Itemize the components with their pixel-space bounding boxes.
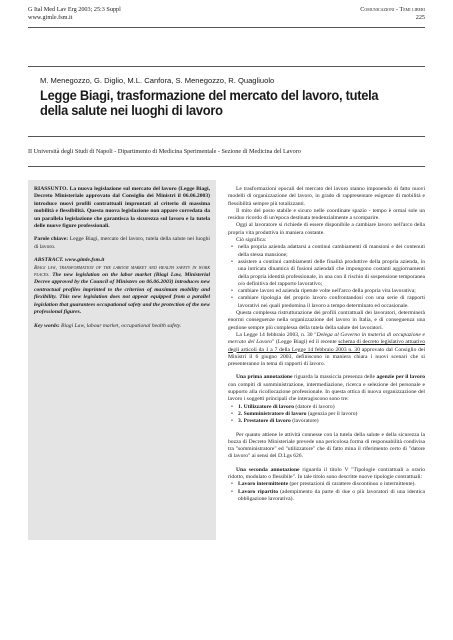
paragraph-1: Le trasformazioni epocali del mercato del lavoro stanno imponendo di fatto nuovi modelli di organizzazione del lavoro, in grado di rappresentare esigenze di mobilità e flessibilità sempre più totalizzanti.	[228, 186, 425, 207]
list-item	[238, 404, 425, 411]
list-item-tail: (agenzia per il lavoro)	[306, 410, 358, 417]
p6-text-c: approvato dal Consiglio dei Ministri il 6 giugno 2003, definiscono in maniera chiara i nuovi scenari che si presenteranno in tema di rapporti di lavoro.	[228, 346, 425, 368]
affiliation: II Università degli Studi di Napoli - Dipartimento di Medicina Sperimentale - Sezione di Medicina del Lavoro	[28, 148, 301, 155]
p6-text-a: La Legge 14 febbraio 2003, n. 30 "	[236, 331, 317, 338]
list-item	[238, 489, 425, 504]
header-right	[360, 6, 425, 22]
paragraph-7	[228, 374, 425, 403]
abstract-title: Biagi law, transformation of the labour market and health safety in work places.	[34, 264, 210, 279]
p7-text-a: riguarda la massiccia presenza delle	[292, 374, 377, 381]
p6-underlined: schema di decreto legislativo attuativo degli articoli da 1 a 7 della Legge 14 febbraio 2003 n. 30	[228, 339, 425, 353]
list-item: • cambiare lavoro ed azienda ripetute volte nell'arco della propria vita lavorativa;	[238, 288, 425, 295]
english-abstract	[34, 257, 210, 316]
journal-citation: G Ital Med Lav Erg 2003; 25:3 Suppl	[28, 6, 121, 13]
p7-bold-2: agenzie per il lavoro	[376, 374, 425, 381]
paragraph-3: Oggi al lavoratore si richiede di essere disponibile a cambiare lavoro nell'arco della propria vita produttiva in maniera costante.	[228, 222, 425, 236]
list-item-bold: 2. Somministratore di lavoro	[238, 410, 307, 417]
list-item	[238, 481, 425, 488]
abstract-text: The new legislation on the labor market (Biagi Law, Ministerial Decree approved by the Council of Ministers on 06.06.2003) introduces new contractual profiles imprinted to the criterion of maximum mobility and flexibility. This new legislation does not appear equipped from a parallel legislation that guarantees occupational safety and the protection of the new professional figures.	[34, 272, 210, 316]
list-item	[238, 418, 425, 425]
list-item-bold: 1. Utilizzatore di lavoro	[238, 403, 295, 410]
journal-website: www.gimle.fsm.it	[28, 14, 73, 21]
p9-text: riguarda il titolo V "Tipologie contrattuali a orario ridotto, modulato o flessibile". In tale titolo sono descritte nuove tipologie contrattuali:	[228, 466, 425, 480]
title-top-rule	[28, 66, 425, 67]
p7-bold: Una prima annotazione	[236, 374, 293, 381]
key-words	[34, 323, 210, 330]
paragraph-8: Per quanto attiene le attività connesse con la tutela della salute e della sicurezza la bozza di Decreto Ministeriale prevede una pericolosa forma di responsabilità condivisa tra "somministratore" ed "utilizzatore" che di fatto mina il riferimento certo di "datore di lavoro" ai sensi del D.Lgs 626.	[228, 431, 425, 460]
key-words-label: Key words:	[34, 322, 60, 329]
header-rule	[28, 27, 425, 28]
numbered-list	[228, 404, 425, 426]
p6-text-b: " (Legge Biagi) ed il recente	[272, 339, 339, 346]
list-item-text: (adempimento da parte di due o più lavoratori di una identica obbligazione lavorativa).	[238, 488, 426, 502]
header-left	[28, 6, 121, 22]
list-item-tail: (datore di lavoro)	[294, 403, 335, 410]
title-bottom-rule	[28, 136, 425, 137]
bullet-list-2	[228, 481, 425, 503]
parole-chiave	[34, 236, 210, 251]
paragraph-4: Ciò significa:	[236, 237, 267, 244]
list-item: • cambiare tipologia del proprio lavoro confrontandosi con una serie di rapporti lavorativi nei quali predomina il lavoro a tempo determinato ed occasionale.	[238, 295, 425, 310]
parole-chiave-text: Legge Biagi, mercato del lavoro, tutela della salute nei luoghi di lavoro.	[34, 236, 210, 250]
paragraph-6	[228, 332, 425, 368]
p6-italic: Delega al Governo in materia di occupazione e mercato del Lavoro	[228, 331, 425, 346]
paragraph-5: Questa complessa ristrutturazione dei profili contrattuali dei lavoratori, determinerà enormi conseguenze nella organizzazione del lavoro in Italia, e di conseguenza una gestione sempre più complessa della tutela della salute dei lavoratori.	[228, 310, 425, 331]
p7-text-b: con compiti di somministrazione, intermediazione, ricerca e selezione del personale e supporto alla ricollocazione professionale. In questa ottica di nuova organizzazione del lavoro i soggetti principali che interagiscono sono tre:	[228, 381, 425, 403]
list-item-bold: Lavoro intermittente	[238, 481, 289, 488]
abstract-label: ABSTRACT. www.gimle.fsm.it	[34, 257, 105, 264]
list-item-bold: Lavoro ripartito	[238, 488, 278, 495]
authors: M. Menegozzo, G. Diglio, M.L. Canfora, S. Menegozzo, R. Quagliuolo	[40, 76, 275, 85]
article-title: Legge Biagi, trasformazione del mercato del lavoro, tutela della salute nei luoghi di lavoro	[40, 87, 379, 118]
body-text	[228, 186, 425, 503]
bullet-list	[228, 244, 425, 310]
paragraph-2: Il mito del posto stabile e sicuro nelle coordinate spazio - tempo è ormai sole un residuo ricordo di un'epoca destinata tendenzialmente a scomparire.	[228, 207, 425, 222]
paragraph-9	[228, 467, 425, 482]
p9-bold: Una seconda annotazione	[236, 466, 300, 473]
list-item: • assistere a continui cambiamenti delle finalità produttive della propria azienda, in una intricata dinamica di fusioni aziendali che impongono costanti aggiornamenti della propria identità professionale, in una con il rischio di sospensione temporanea o/o definitiva del rapporto lavorativo;	[238, 259, 425, 288]
affiliation-rule	[28, 166, 425, 167]
list-item-text: (per prestazioni di carattere discontinuo o intermittente).	[288, 481, 416, 488]
list-item: • nella propria azienda adattarsi a continui cambiamenti di mansioni e dei contenuti della stessa mansione;	[238, 244, 425, 259]
list-item-bold: 3. Prestatore di lavoro	[238, 418, 291, 425]
parole-chiave-label: Parole chiave:	[34, 236, 69, 243]
page-number: 225	[415, 14, 425, 21]
list-item-tail: (lavoratore)	[290, 418, 319, 425]
abstract	[34, 186, 210, 336]
key-words-text: Biagi Law, labour market, occupational health safety.	[59, 322, 182, 329]
riassunto: RIASSUNTO. La nuova legislazione sul mercato del lavoro (Legge Biagi, Decreto Ministeriale approvato dal Consiglio dei Ministri il 06.06.2003) introduce nuovi profili contrattuali improntati al criterio di massima mobilità e flessibilità. Questa nuova legislazione non appare corredata da un parallela legislazione che garantisca la sicurezza sul lavoro e la tutela delle nuove figure professionali.	[34, 186, 210, 230]
section-name: Comunicazioni - Temi liberi	[360, 6, 425, 13]
